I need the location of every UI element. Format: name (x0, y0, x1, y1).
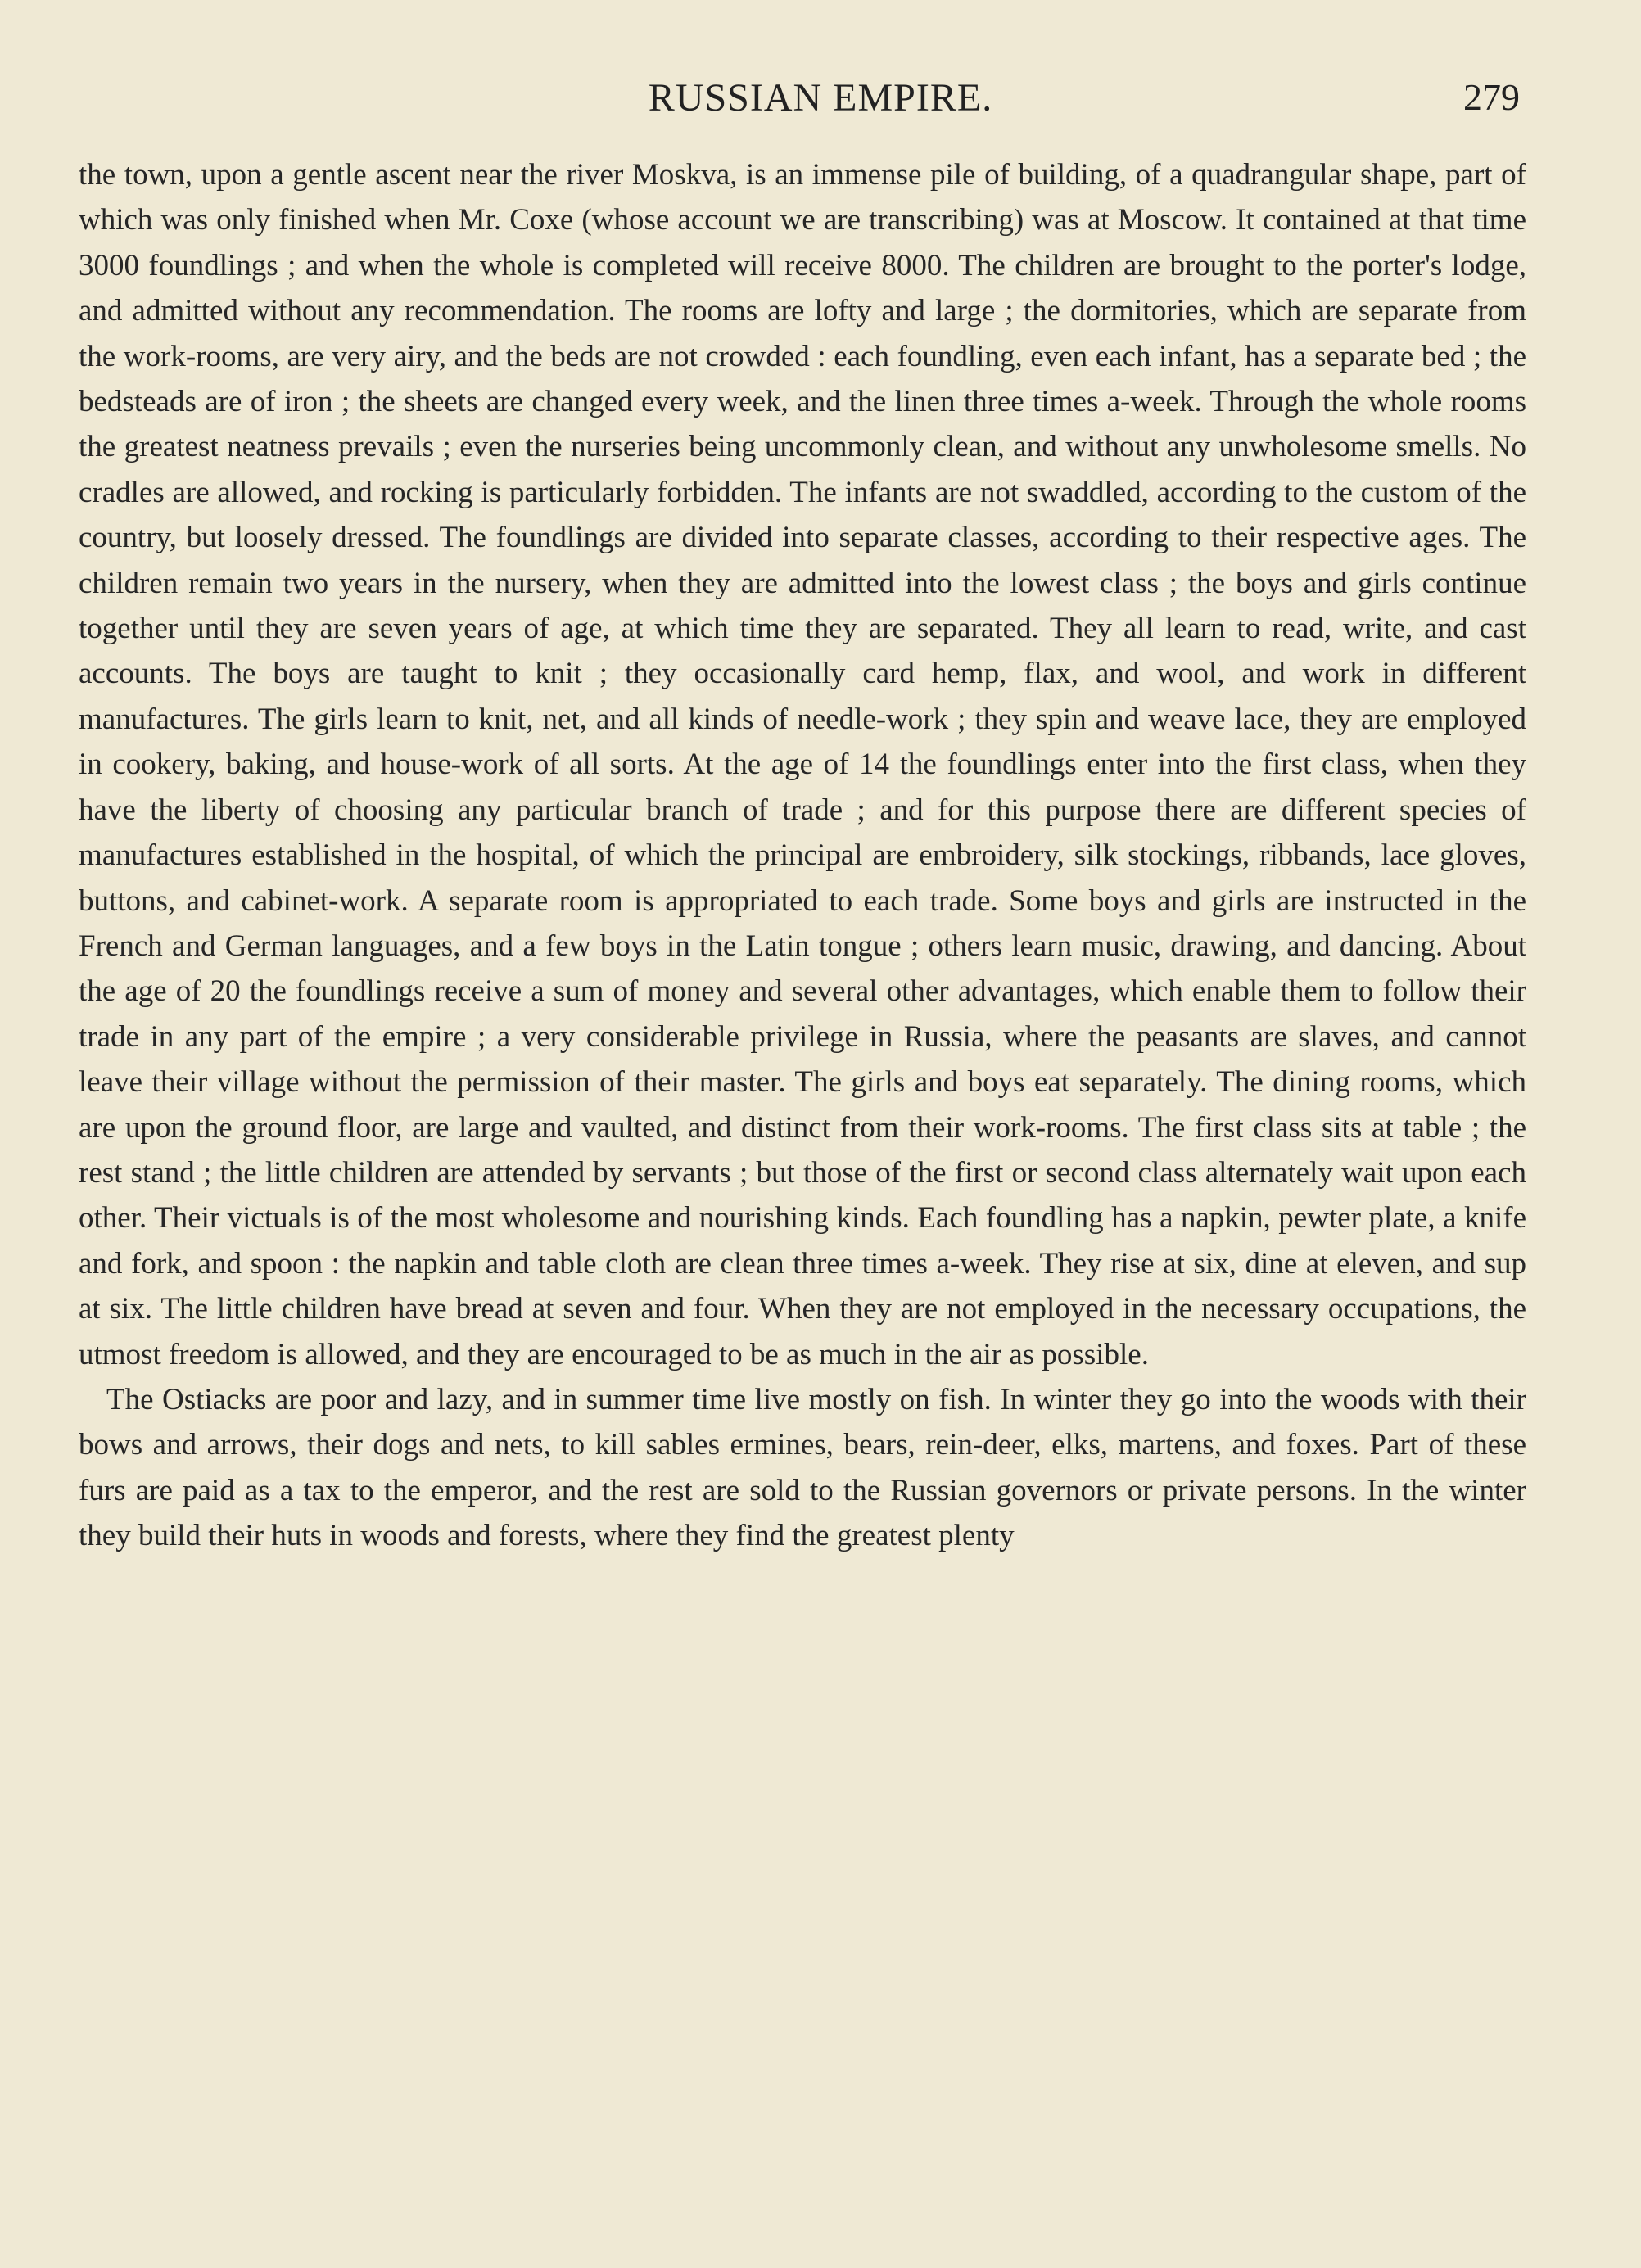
paragraph-foundling-hospital: the town, upon a gentle ascent near the river Moskva, is an immense pile of building, of a quadrangular shape, part of which was only finished when Mr. Coxe (whose account we are transcribing) was at Moscow. It contained at that time 3000 foundlings ; and when the whole is completed will receive 8000. The children are brought to the porter's lodge, and admitted without any recommendation. The rooms are lofty and large ; the dormitories, which are separate from the work-rooms, are very airy, and the beds are not crowded : each foundling, even each infant, has a separate bed ; the bedsteads are of iron ; the sheets are changed every week, and the linen three times a-week. Through the whole rooms the greatest neatness prevails ; even the nurseries being uncommonly clean, and without any unwholesome smells. No cradles are allowed, and rocking is particularly forbidden. The infants are not swaddled, according to the custom of the country, but loosely dressed. The foundlings are divided into separate classes, according to their respective ages. The children remain two years in the nursery, when they are admitted into the lowest class ; the boys and girls continue together until they are seven years of age, at which time they are separated. They all learn to read, write, and cast accounts. The boys are taught to knit ; they occasionally card hemp, flax, and wool, and work in different manufactures. The girls learn to knit, net, and all kinds of needle-work ; they spin and weave lace, they are employed in cookery, baking, and house-work of all sorts. At the age of 14 the foundlings enter into the first class, when they have the liberty of choosing any particular branch of trade ; and for this purpose there are different species of manufactures established in the hospital, of which the principal are embroidery, silk stockings, ribbands, lace gloves, buttons, and cabinet-work. A separate room is appropriated to each trade. Some boys and girls are instructed in the French and German languages, and a few boys in the Latin tongue ; others learn music, drawing, and dancing. About the age of 20 the foundlings receive a sum of money and several other advantages, which enable them to follow their trade in any part of the empire ; a very considerable privilege in Russia, where the peasants are slaves, and cannot leave their village without the permission of their master. The girls and boys eat separately. The dining rooms, which are upon the ground floor, are large and vaulted, and distinct from their work-rooms. The first class sits at table ; the rest stand ; the little children are attended by servants ; but those of the first or second class alternately wait upon each other. Their victuals is of the most wholesome and nourishing kinds. Each foundling has a napkin, pewter plate, a knife and fork, and spoon : the napkin and table cloth are clean three times a-week. They rise at six, dine at eleven, and sup at six. The little children have bread at seven and four. When they are not employed in the necessary occupations, the utmost freedom is allowed, and they are encouraged to be as much in the air as possible. (79, 158, 1526, 1371)
page-number: 279 (1463, 76, 1520, 118)
running-title: RUSSIAN EMPIRE. (648, 76, 993, 120)
body-text (79, 152, 1526, 1559)
running-head (0, 75, 1641, 124)
paragraph-ostiacks: The Ostiacks are poor and lazy, and in summer time live mostly on fish. In winter they go into the woods with their bows and arrows, their dogs and nets, to kill sables ermines, bears, rein-deer, elks, martens, and foxes. Part of these furs are paid as a tax to the emperor, and the rest are sold to the Russian governors or private persons. In the winter they build their huts in woods and forests, where they find the greatest plenty (79, 1382, 1526, 1553)
